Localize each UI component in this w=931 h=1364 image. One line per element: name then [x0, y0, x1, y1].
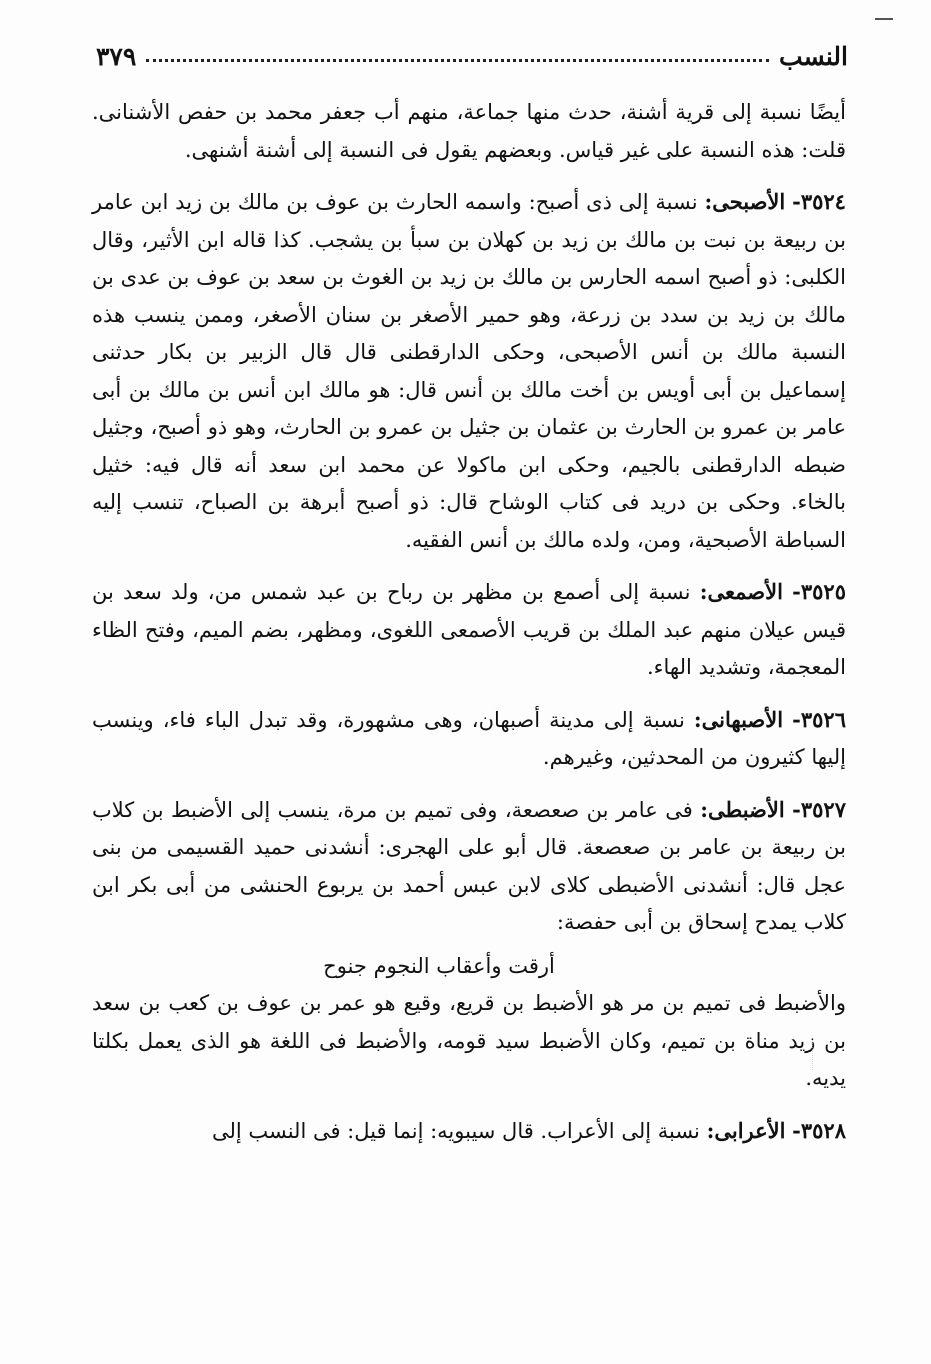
entry-number: ٣٥٢٥- [792, 579, 846, 604]
entry-3527 [92, 791, 846, 942]
paragraph-after-verse [92, 985, 846, 1098]
entry-term: الأصمعى: [699, 579, 783, 604]
entry-3526 [92, 701, 846, 777]
entry-text: فى عامر بن صعصعة، وفى تميم بن مرة، ينسب إلى الأضبط بن كلاب بن ربيعة بن عامر بن صعصعة. قال أبو على الهجرى: أنشدنى حميد القسيمى من بنى عجل قال: أنشدنى الأضبطى كلاى لابن عبس أحمد بن يربوع الحنشى من أبى بكر ابن كلاب يمدح إسحاق بن أبى حفصة: [92, 797, 846, 934]
entry-number: ٣٥٢٦- [792, 706, 846, 732]
paragraph-text: والأضبط فى تميم بن مر هو الأضبط بن قريع، وقيع هو عمر بن عوف بن كعب بن سعد بن زيد مناة بن تميم، وكان الأضبط سيد قومه، والأضبط فى اللغة هو الذى يعمل بكلتا يديه. [92, 991, 846, 1090]
running-header [96, 36, 848, 76]
entry-term: الأعرابى: [706, 1117, 786, 1143]
entry-term: الأصبهانى: [693, 706, 784, 732]
entry-text: نسبة إلى أصمع بن مظهر بن رباح بن عبد شمس من، ولد سعد بن قيس عيلان منهم عبد الملك بن قريب الأصمعى اللغوى، ومظهر، بضم الميم، وفتح الظاء المعجمة، وتشديد الهاء. [92, 580, 846, 679]
entry-term: الأصبحى: [704, 189, 786, 214]
page-body [92, 94, 846, 1150]
entry-3524 [92, 183, 846, 559]
paragraph-continuation [92, 94, 846, 169]
entry-3525 [92, 573, 846, 687]
entry-3528 [92, 1112, 846, 1151]
entry-text: نسبة إلى مدينة أصبهان، وهى مشهورة، وقد تبدل الباء فاء، وينسب إليها كثيرون من المحدثين، وغيرهم. [92, 707, 846, 769]
dotted-leader [146, 59, 769, 62]
page-edge-mark [875, 18, 893, 20]
entry-text: نسبة إلى ذى أصبح: واسمه الحارث بن عوف بن مالك بن زيد ابن عامر بن ربيعة بن نبت بن مالك بن زيد بن كهلان بن سبأ بن يشجب. كذا قاله ابن الأثير، وقال الكلبى: ذو أصبح اسمه الحارس بن مالك بن زيد بن الغوث بن سعد بن عوف بن عدى بن مالك بن زيد بن سدد بن زرعة، وهو حمير الأصغر بن سنان الأصغر، وممن ينسب هذه النسبة مالك بن أنس الأصبحى، وحكى الدارقطنى قال قال الزبير بن بكار حدثنى إسماعيل بن أبى أويس بن أخت مالك بن أنس قال: هو مالك ابن أنس بن مالك بن أبى عامر بن عمرو بن الحارث بن عثمان بن جثيل بن عمرو بن الحارث، وهو ذو أصبح، وجثيل ضبطه الدارقطنى بالجيم، وحكى ابن ماكولا عن محمد ابن سعد أنه قال فيه: خثيل بالخاء. وحكى بن دريد فى كتاب الوشاح قال: ذو أصبح أبرهة بن الصباح، تنسب إليه السباطة الأصبحية، ومن، ولده مالك بن أنس الفقيه. [92, 190, 846, 552]
poetry-verse: أرقت وأعقاب النجوم جنوح [323, 953, 555, 978]
page-number: ٣٧٩ [96, 41, 137, 71]
entry-term: الأضبطى: [700, 796, 785, 822]
margin-smudge [812, 1040, 835, 1070]
paragraph-text: أيضًا نسبة إلى قرية أشنة، حدث منها جماعة، منهم أب جعفر محمد بن حفص الأشنانى. قلت: هذه النسبة على غير قياس. وبعضهم يقول فى النسبة إلى أشنة أشنهى. [92, 100, 846, 162]
entry-number: ٣٥٢٤- [792, 189, 846, 214]
entry-number: ٣٥٢٨- [792, 1117, 846, 1143]
entry-text: نسبة إلى الأعراب. قال سيبويه: إنما قيل: فى النسب إلى [211, 1118, 700, 1143]
header-title: النسب [779, 41, 848, 71]
entry-number: ٣٥٢٧- [792, 796, 846, 822]
